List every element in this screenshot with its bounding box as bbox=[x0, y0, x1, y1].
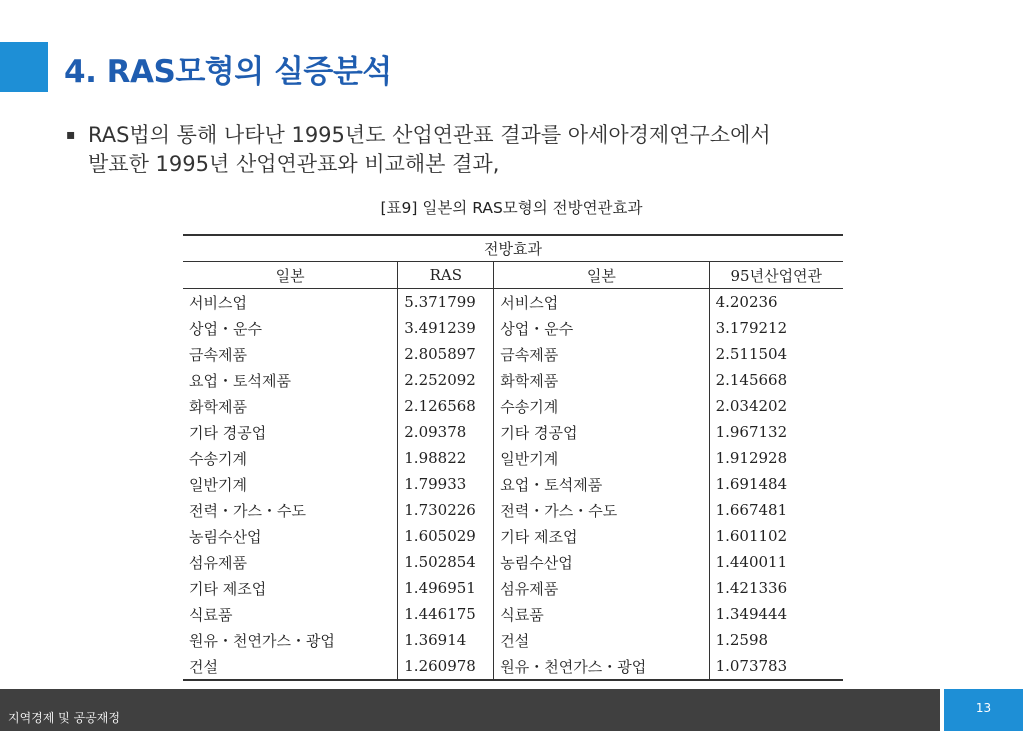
slide-title: 4. RAS모형의 실증분석 bbox=[64, 54, 392, 90]
cell-io-value: 3.179212 bbox=[715, 319, 788, 337]
cell-io-value: 4.20236 bbox=[715, 293, 778, 311]
cell-io-value: 2.511504 bbox=[715, 345, 788, 363]
cell-io-value: 1.349444 bbox=[715, 605, 788, 623]
cell-ras-value: 2.805897 bbox=[398, 341, 494, 367]
cell-industry-ras: 수송기계 bbox=[183, 445, 398, 471]
bullet-paragraph bbox=[66, 121, 946, 179]
cell-industry-ras: 기타 제조업 bbox=[183, 575, 398, 601]
cell-io-value: 2.034202 bbox=[715, 397, 788, 415]
cell-industry-ras: 전력・가스・수도 bbox=[183, 497, 398, 523]
header-japan-2: 일본 bbox=[494, 262, 709, 289]
cell-industry-io: 기타 경공업 bbox=[494, 419, 709, 445]
ras-table-container bbox=[183, 234, 843, 681]
cell-industry-ras: 식료품 bbox=[183, 601, 398, 627]
table-row bbox=[183, 341, 843, 367]
cell-industry-io: 화학제품 bbox=[494, 367, 709, 393]
table-row bbox=[183, 393, 843, 419]
cell-industry-ras: 요업・토석제품 bbox=[183, 367, 398, 393]
table-row bbox=[183, 419, 843, 445]
header-io-95: 95년산업연관 bbox=[709, 262, 843, 289]
cell-ras-value: 2.252092 bbox=[398, 367, 494, 393]
table-row bbox=[183, 575, 843, 601]
cell-io-value: 1.601102 bbox=[715, 527, 788, 545]
cell-ras-value: 5.371799 bbox=[398, 289, 494, 316]
table-row bbox=[183, 523, 843, 549]
cell-io-value: 1.912928 bbox=[715, 449, 788, 467]
table-row bbox=[183, 653, 843, 680]
cell-io-value: 1.691484 bbox=[715, 475, 788, 493]
cell-io-value: 1.667481 bbox=[715, 501, 788, 519]
table-body bbox=[183, 289, 843, 681]
page-number: 13 bbox=[975, 701, 992, 715]
cell-ras-value: 2.09378 bbox=[398, 419, 494, 445]
cell-ras-value: 1.496951 bbox=[398, 575, 494, 601]
cell-industry-io: 원유・천연가스・광업 bbox=[494, 653, 709, 680]
group-header: 전방효과 bbox=[183, 235, 843, 262]
cell-io-value: 2.145668 bbox=[715, 371, 788, 389]
cell-industry-ras: 원유・천연가스・광업 bbox=[183, 627, 398, 653]
cell-industry-ras: 상업・운수 bbox=[183, 315, 398, 341]
cell-ras-value: 1.446175 bbox=[398, 601, 494, 627]
cell-io-value: 1.967132 bbox=[715, 423, 788, 441]
header-ras: RAS bbox=[398, 262, 494, 289]
cell-industry-io: 금속제품 bbox=[494, 341, 709, 367]
cell-industry-ras: 기타 경공업 bbox=[183, 419, 398, 445]
table-row bbox=[183, 367, 843, 393]
header-japan-1: 일본 bbox=[183, 262, 398, 289]
cell-ras-value: 1.730226 bbox=[398, 497, 494, 523]
table-row bbox=[183, 471, 843, 497]
cell-io-value: 1.421336 bbox=[715, 579, 788, 597]
page-number-box bbox=[944, 689, 1023, 731]
cell-io-value: 1.440011 bbox=[715, 553, 788, 571]
table-row bbox=[183, 601, 843, 627]
cell-ras-value: 1.98822 bbox=[398, 445, 494, 471]
cell-industry-io: 전력・가스・수도 bbox=[494, 497, 709, 523]
cell-ras-value: 1.79933 bbox=[398, 471, 494, 497]
table-row bbox=[183, 315, 843, 341]
cell-industry-io: 농림수산업 bbox=[494, 549, 709, 575]
cell-industry-ras: 금속제품 bbox=[183, 341, 398, 367]
cell-industry-ras: 농림수산업 bbox=[183, 523, 398, 549]
cell-ras-value: 1.605029 bbox=[398, 523, 494, 549]
cell-industry-io: 서비스업 bbox=[494, 289, 709, 316]
table-row bbox=[183, 289, 843, 316]
cell-industry-io: 식료품 bbox=[494, 601, 709, 627]
cell-io-value: 1.073783 bbox=[709, 653, 843, 680]
bullet-line-1: RAS법의 통해 나타난 1995년도 산업연관표 결과를 아세아경제연구소에서 bbox=[88, 123, 771, 147]
cell-ras-value: 1.502854 bbox=[398, 549, 494, 575]
cell-industry-ras: 서비스업 bbox=[183, 289, 398, 316]
cell-industry-io: 일반기계 bbox=[494, 445, 709, 471]
bullet-square-icon: ▪ bbox=[66, 127, 76, 143]
cell-industry-io: 상업・운수 bbox=[494, 315, 709, 341]
cell-industry-io: 섬유제품 bbox=[494, 575, 709, 601]
cell-industry-io: 수송기계 bbox=[494, 393, 709, 419]
cell-industry-io: 건설 bbox=[494, 627, 709, 653]
cell-io-value: 1.2598 bbox=[715, 631, 769, 649]
cell-ras-value: 1.260978 bbox=[398, 653, 494, 680]
cell-ras-value: 1.36914 bbox=[398, 627, 494, 653]
table-row bbox=[183, 445, 843, 471]
footer-bar bbox=[0, 689, 940, 731]
cell-industry-ras: 일반기계 bbox=[183, 471, 398, 497]
ras-comparison-table bbox=[183, 234, 843, 681]
table-row bbox=[183, 549, 843, 575]
footer-text: 지역경제 및 공공재정 bbox=[8, 711, 120, 725]
table-row bbox=[183, 497, 843, 523]
cell-industry-io: 기타 제조업 bbox=[494, 523, 709, 549]
cell-industry-ras: 건설 bbox=[183, 653, 398, 680]
cell-ras-value: 3.491239 bbox=[398, 315, 494, 341]
cell-ras-value: 2.126568 bbox=[398, 393, 494, 419]
cell-industry-io: 요업・토석제품 bbox=[494, 471, 709, 497]
table-caption: [표9] 일본의 RAS모형의 전방연관효과 bbox=[380, 199, 643, 217]
table-row bbox=[183, 627, 843, 653]
cell-industry-ras: 화학제품 bbox=[183, 393, 398, 419]
bullet-line-2: 발표한 1995년 산업연관표와 비교해본 결과, bbox=[88, 152, 500, 176]
cell-industry-ras: 섬유제품 bbox=[183, 549, 398, 575]
title-accent-bar bbox=[0, 42, 48, 92]
